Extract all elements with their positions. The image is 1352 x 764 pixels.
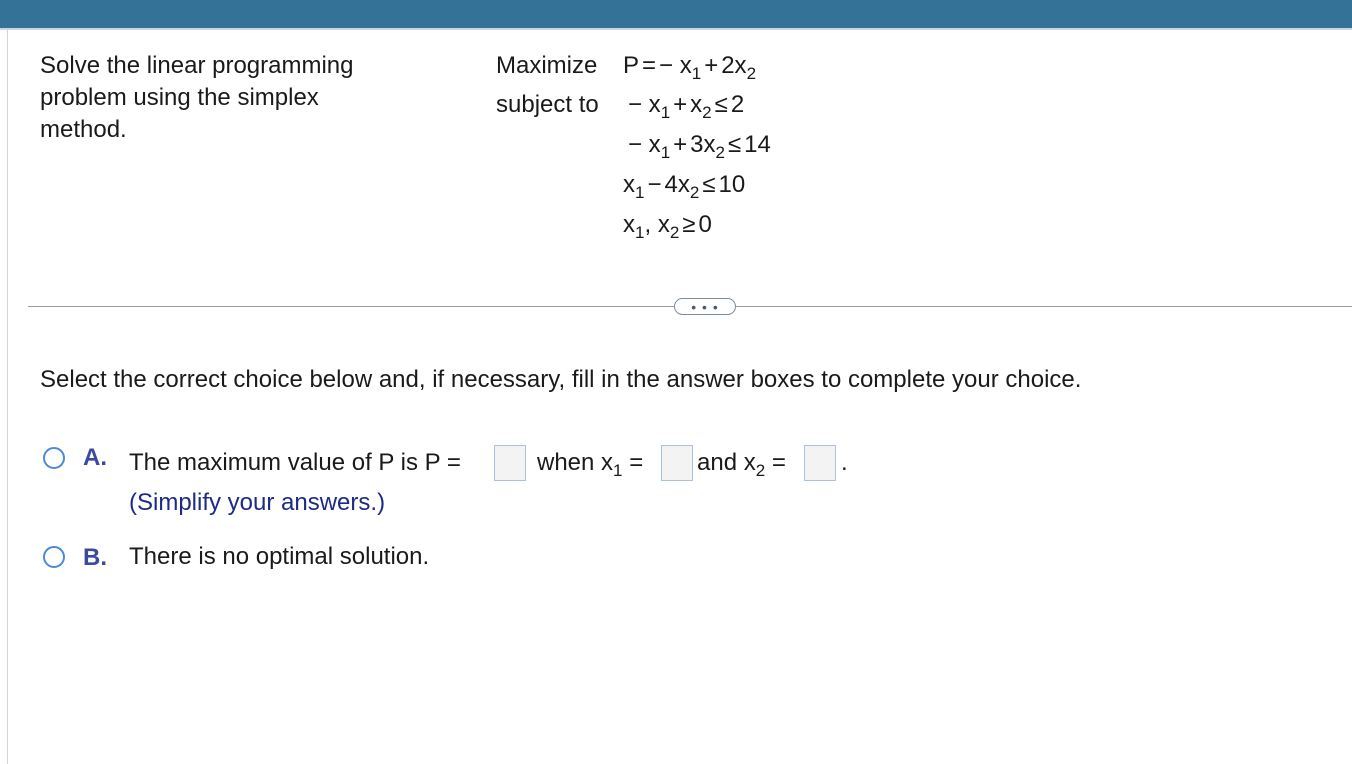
- constraint-1: − $x_1 + x_2 \le 2$: [628, 91, 745, 122]
- answer-p-input[interactable]: [494, 445, 526, 481]
- choice-a-and: and $x_2$ =: [697, 449, 786, 480]
- answer-x2-input[interactable]: [804, 445, 836, 481]
- objective-function: P = − $x_1 + 2x_2$: [623, 52, 757, 83]
- answer-x1-input[interactable]: [661, 445, 693, 481]
- choice-b-letter: B.: [83, 544, 107, 571]
- problem-line-3: method.: [40, 116, 127, 143]
- top-bar-underline: [0, 28, 1352, 30]
- constraint-3: $x_1 - 4x_2 \le 10$: [623, 171, 746, 202]
- choice-b-text: There is no optimal solution.: [129, 543, 430, 570]
- choice-a-radio[interactable]: [43, 447, 65, 469]
- expand-more-button[interactable]: • • •: [674, 298, 736, 315]
- constraint-2: − $x_1 + 3x_2 \le 14$: [628, 131, 771, 162]
- nonnegativity-constraint: $x_1$, $x_2 \ge 0$: [623, 211, 712, 242]
- choice-a-period: .: [841, 449, 848, 476]
- maximize-label: Maximize: [496, 52, 598, 79]
- simplify-hint: (Simplify your answers.): [129, 489, 386, 516]
- top-bar: [0, 0, 1352, 28]
- problem-line-1: Solve the linear programming: [40, 52, 354, 79]
- choice-a-when: when $x_1$ =: [537, 449, 644, 480]
- problem-line-2: problem using the simplex: [40, 84, 319, 111]
- subject-to-label: subject to: [496, 91, 599, 118]
- choice-a-letter: A.: [83, 444, 107, 471]
- choice-a-text: The maximum value of P is P =: [129, 449, 461, 476]
- instruction-text: Select the correct choice below and, if necessary, fill in the answer boxes to complete your choice.: [40, 366, 1082, 393]
- problem-statement: [40, 50, 400, 146]
- choice-b-radio[interactable]: [43, 546, 65, 568]
- left-border: [7, 30, 8, 764]
